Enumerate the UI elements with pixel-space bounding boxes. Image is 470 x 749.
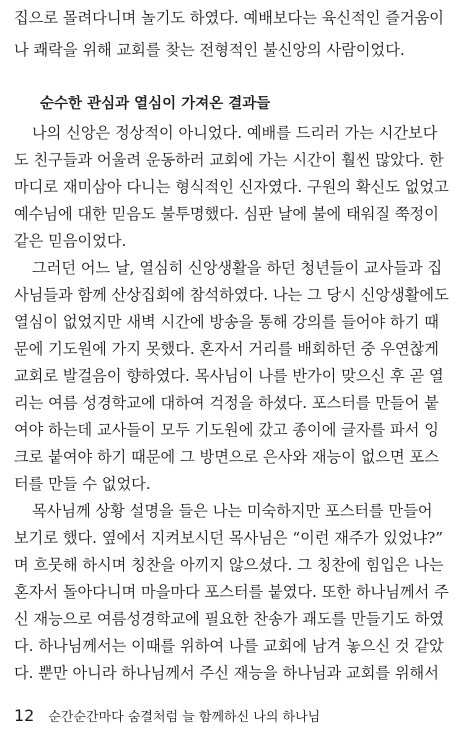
body-line: 마디로 재미삼아 다니는 형식적인 신자였다. 구원의 확신도 없었고 [14,178,449,196]
body-line: 예수님에 대한 믿음도 불투명했다. 심판 날에 불에 태워질 쭉정이 [14,205,439,223]
body-line: 나의 신앙은 정상적이 아니었다. 예배를 드리러 가는 시간보다 [32,124,438,142]
body-line: 도 친구들과 어울려 운동하러 교회에 가는 시간이 훨씬 많았다. 한 [14,151,444,169]
body-line: 사님들과 함께 산상집회에 참석하였다. 나는 그 당시 신앙생활에도 [14,286,449,304]
body-line: 여야 하는데 교사들이 모두 기도원에 갔고 종이에 글자를 파서 잉 [14,421,439,439]
body-line: 며 흐뭇해 하시며 칭찬을 아끼지 않으셨다. 그 칭찬에 힘입은 나는 [14,556,444,574]
body-line: 그러던 어느 날, 열심히 신앙생활을 하던 청년들이 교사들과 집 [32,259,443,277]
body-line: 리는 여름 성경학교에 대하여 걱정을 하셨다. 포스터를 만들어 붙 [14,394,439,412]
page-number: 12 [14,706,35,725]
body-line: 혼자서 돌아다니며 마을마다 포스터를 붙였다. 또한 하나님께서 주 [14,583,449,601]
body-line: 집으로 몰려다니며 놀기도 하였다. 예배보다는 육신적인 즐거움이 [14,9,444,27]
page-footer [14,706,320,732]
body-line: 문에 기도원에 가지 못했다. 혼자서 거리를 배회하던 중 우연찮게 [14,340,439,358]
body-line: 다. 뿐만 아니라 하나님께서 주신 재능을 하나님과 교회를 위해서 [14,664,439,682]
running-title: 순간순간마다 숨결처럼 늘 함께하신 나의 하나님 [48,710,321,725]
body-line: 같은 믿음이었다. [14,232,127,250]
body-line: 터를 만들 수 없었다. [14,475,151,493]
body-line: 열심이 없었지만 새벽 시간에 방송을 통해 강의를 들어야 하기 때 [14,313,439,331]
body-line: 신 재능으로 여름성경학교에 필요한 찬송가 괘도를 만들기도 하였 [14,610,444,628]
body-line: 나 쾌락을 위해 교회를 찾는 전형적인 불신앙의 사람이었다. [14,41,405,59]
body-line: 보기로 했다. 옆에서 지켜보시던 목사님은 “이런 재주가 있었냐?” [14,529,444,547]
section-heading: 순수한 관심과 열심이 가져온 결과들 [40,96,271,112]
body-line: 목사님께 상황 설명을 들은 나는 미숙하지만 포스터를 만들어 [32,502,433,520]
body-line: 크로 붙여야 하기 때문에 그 방면으로 은사와 재능이 없으면 포스 [14,448,439,466]
body-line: 교회로 발걸음이 향하였다. 목사님이 나를 반가이 맞으신 후 곧 열 [14,367,444,385]
body-line: 다. 하나님께서는 이때를 위하여 나를 교회에 남겨 놓으신 것 같았 [14,637,444,655]
